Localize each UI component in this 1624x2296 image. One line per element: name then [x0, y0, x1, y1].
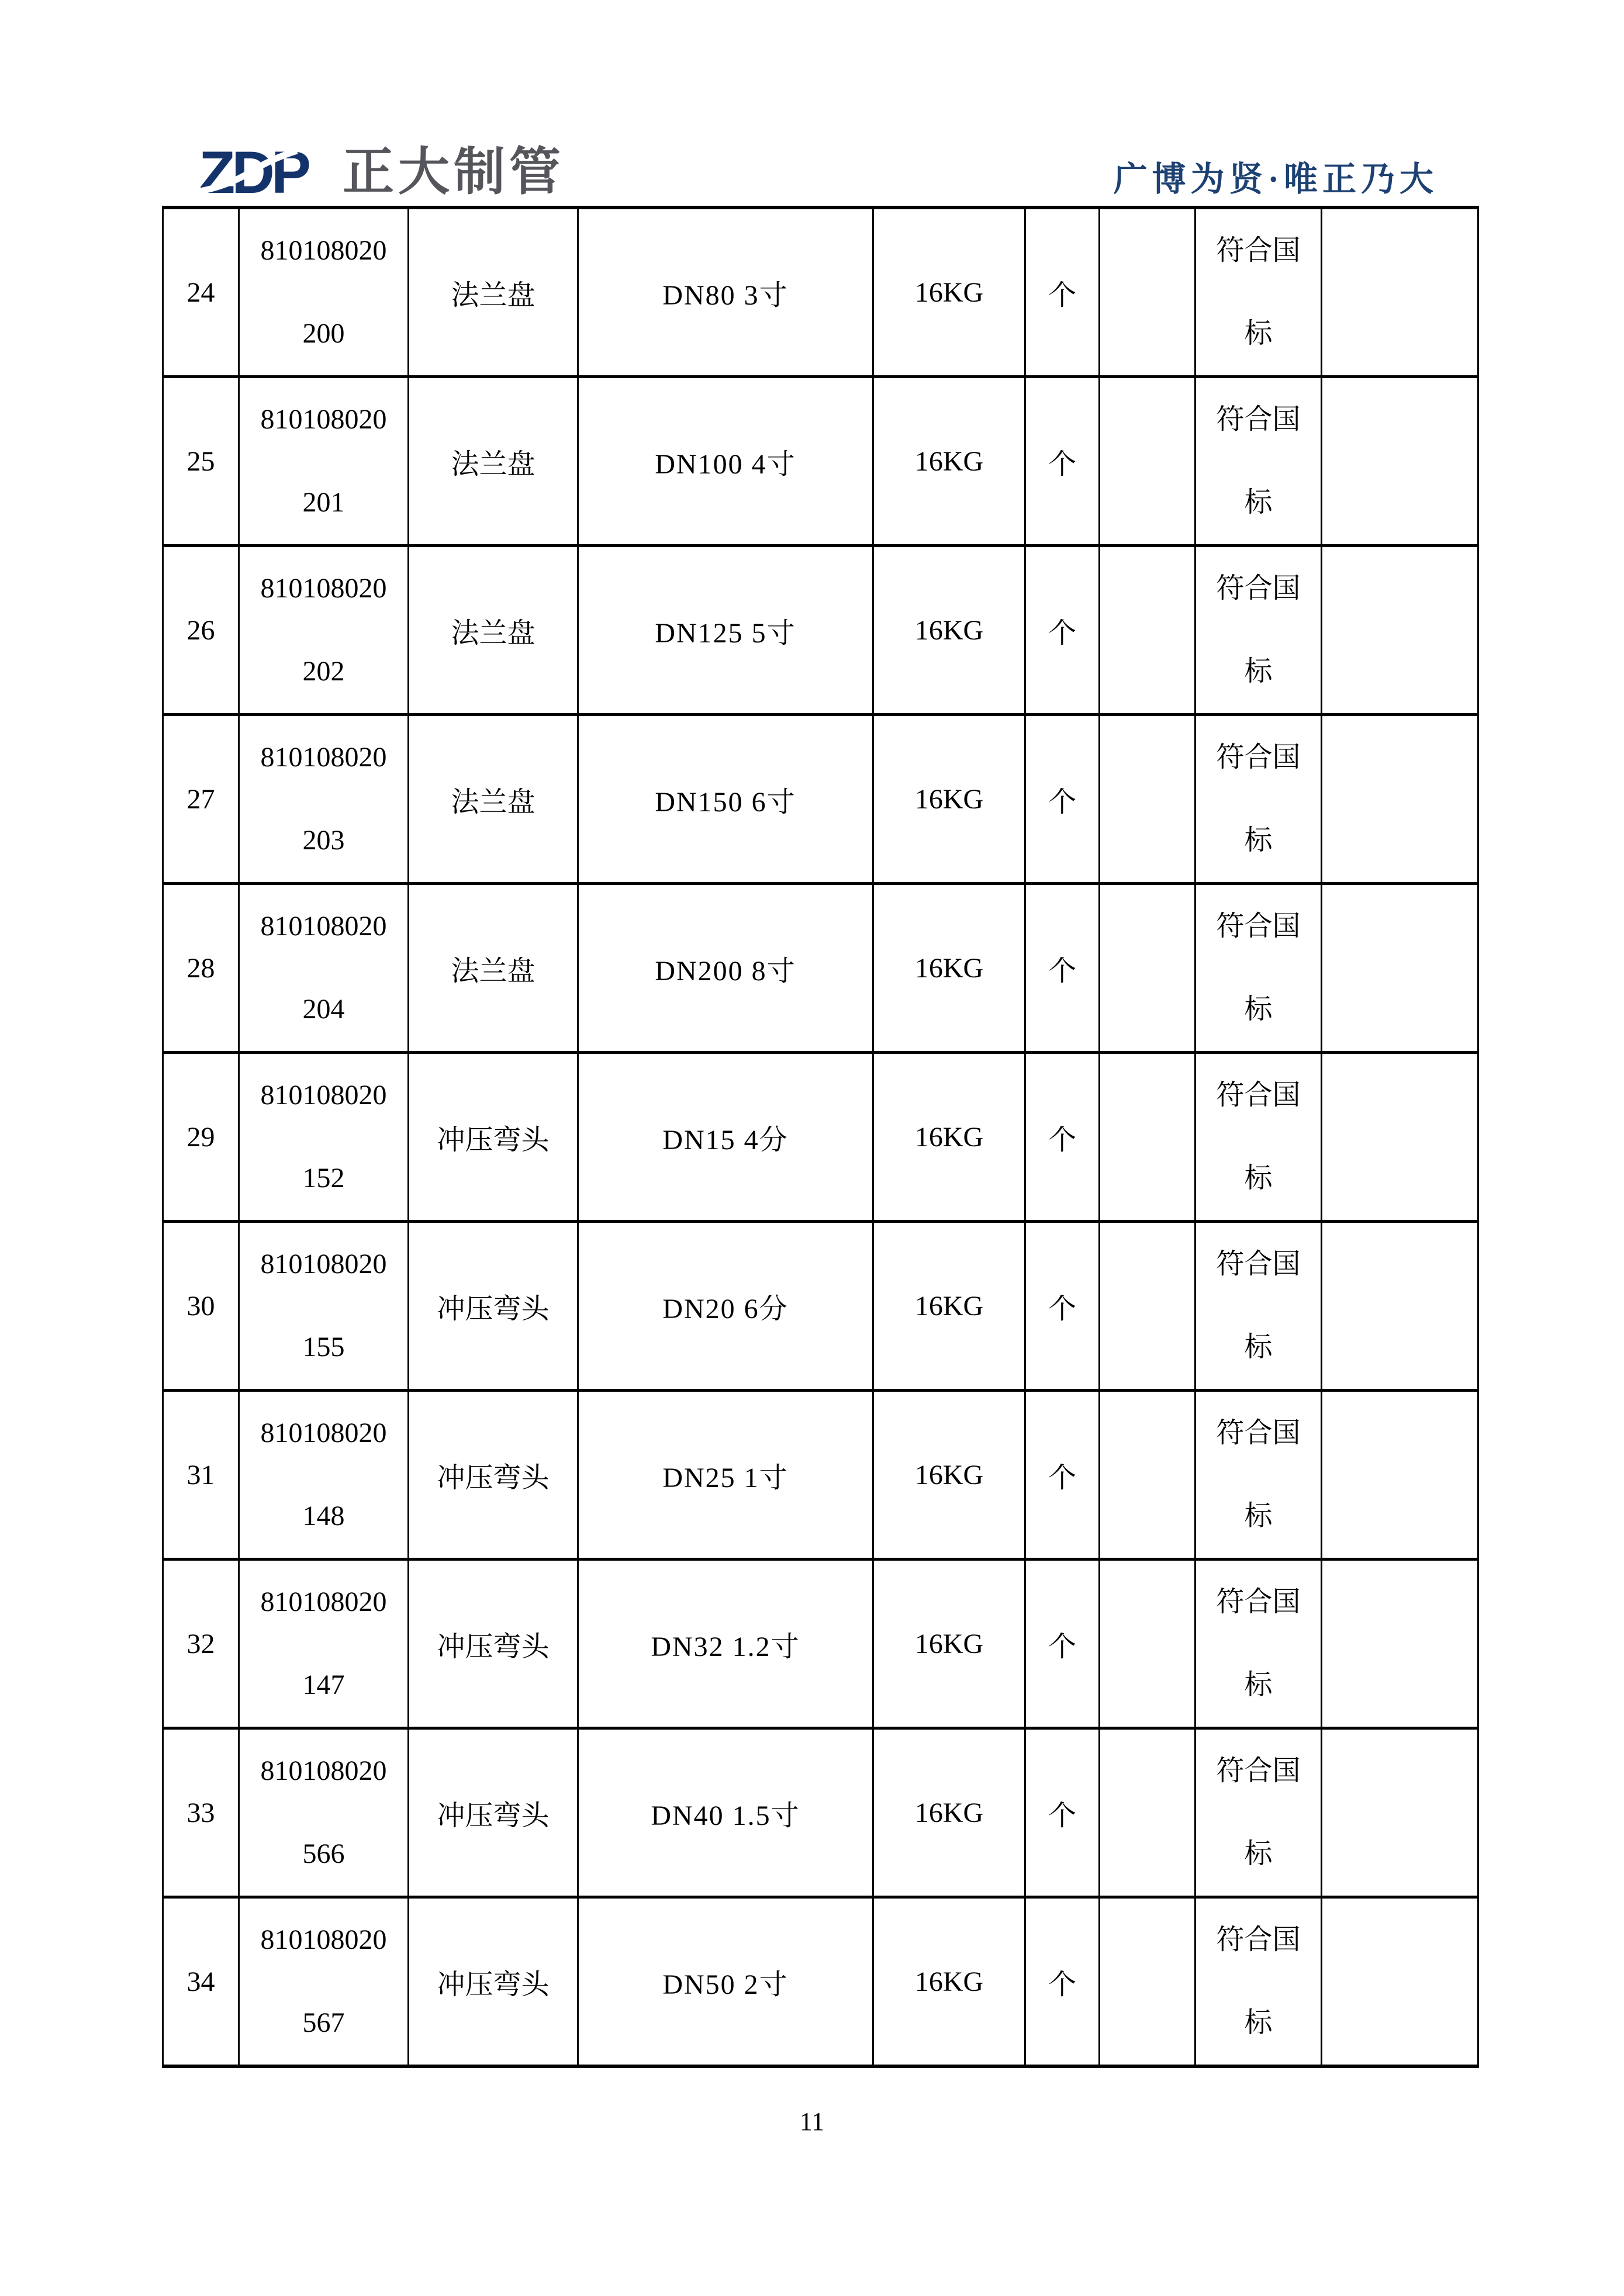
cell-pressure-rating: 16KG	[873, 546, 1025, 715]
table-row	[163, 546, 1478, 715]
cell-unit: 个	[1025, 208, 1100, 377]
cell-pressure-rating: 16KG	[873, 715, 1025, 884]
table-row	[163, 377, 1478, 546]
table-row	[163, 1728, 1478, 1897]
table-row	[163, 715, 1478, 884]
material-code-line-2: 147	[302, 1669, 345, 1700]
material-code-line-2: 566	[302, 1838, 345, 1869]
cell-blank-remark	[1322, 377, 1478, 546]
cell-pressure-rating: 16KG	[873, 1222, 1025, 1391]
cell-unit: 个	[1025, 546, 1100, 715]
cell-pressure-rating: 16KG	[873, 1560, 1025, 1728]
table-row	[163, 208, 1478, 377]
cell-blank-remark	[1322, 715, 1478, 884]
material-code-line-1: 810108020	[260, 404, 387, 435]
cell-unit: 个	[1025, 1728, 1100, 1897]
standard-line-1: 符合国	[1216, 911, 1301, 942]
logo-company-text: 正大制管	[343, 143, 565, 200]
standard-line-2: 标	[1244, 1332, 1273, 1363]
cell-blank-quantity	[1100, 546, 1195, 715]
standard-line-2: 标	[1244, 318, 1273, 349]
cell-blank-remark	[1322, 208, 1478, 377]
cell-pressure-rating: 16KG	[873, 1391, 1025, 1560]
cell-specification: DN50 2寸	[578, 1897, 873, 2067]
cell-standard	[1195, 377, 1322, 546]
standard-line-1: 符合国	[1216, 742, 1301, 773]
cell-standard	[1195, 1728, 1322, 1897]
standard-line-2: 标	[1244, 1838, 1273, 1869]
cell-blank-quantity	[1100, 884, 1195, 1053]
cell-material-code	[239, 1897, 409, 2067]
cell-pressure-rating: 16KG	[873, 208, 1025, 377]
standard-line-2: 标	[1244, 1163, 1273, 1194]
table-row	[163, 1897, 1478, 2067]
standard-line-1: 符合国	[1216, 1417, 1301, 1448]
cell-unit: 个	[1025, 377, 1100, 546]
standard-line-2: 标	[1244, 656, 1273, 687]
cell-blank-quantity	[1100, 208, 1195, 377]
cell-blank-quantity	[1100, 715, 1195, 884]
cell-standard	[1195, 1897, 1322, 2067]
cell-product-name: 冲压弯头	[409, 1728, 578, 1897]
cell-pressure-rating: 16KG	[873, 1897, 1025, 2067]
standard-line-2: 标	[1244, 1500, 1273, 1531]
zdp-logo-icon	[199, 143, 331, 201]
cell-row-number: 32	[163, 1560, 239, 1728]
standard-line-1: 符合国	[1216, 235, 1301, 266]
cell-material-code	[239, 1728, 409, 1897]
cell-blank-quantity	[1100, 1560, 1195, 1728]
cell-product-name: 法兰盘	[409, 546, 578, 715]
company-logo	[199, 143, 565, 201]
standard-line-1: 符合国	[1216, 1586, 1301, 1617]
material-code-line-1: 810108020	[260, 911, 387, 942]
cell-standard	[1195, 715, 1322, 884]
cell-row-number: 34	[163, 1897, 239, 2067]
standard-line-1: 符合国	[1216, 573, 1301, 604]
cell-specification: DN80 3寸	[578, 208, 873, 377]
cell-standard	[1195, 1560, 1322, 1728]
cell-specification: DN100 4寸	[578, 377, 873, 546]
logo-zdp-text: ZDP	[199, 143, 307, 201]
cell-unit: 个	[1025, 884, 1100, 1053]
cell-standard	[1195, 1053, 1322, 1222]
header-slogan: 广博为贤·唯正乃大	[1113, 160, 1438, 198]
cell-material-code	[239, 715, 409, 884]
standard-line-1: 符合国	[1216, 1924, 1301, 1955]
table-row	[163, 1560, 1478, 1728]
cell-material-code	[239, 377, 409, 546]
material-code-line-1: 810108020	[260, 742, 387, 773]
cell-product-name: 冲压弯头	[409, 1391, 578, 1560]
cell-blank-remark	[1322, 884, 1478, 1053]
cell-material-code	[239, 1222, 409, 1391]
material-code-line-1: 810108020	[260, 235, 387, 266]
material-code-line-2: 203	[302, 825, 345, 856]
products-table	[162, 206, 1479, 2068]
cell-product-name: 冲压弯头	[409, 1560, 578, 1728]
cell-unit: 个	[1025, 1053, 1100, 1222]
cell-standard	[1195, 1391, 1322, 1560]
cell-blank-remark	[1322, 1391, 1478, 1560]
standard-line-2: 标	[1244, 994, 1273, 1025]
cell-blank-quantity	[1100, 377, 1195, 546]
table-row	[163, 1391, 1478, 1560]
cell-blank-remark	[1322, 1897, 1478, 2067]
cell-row-number: 28	[163, 884, 239, 1053]
standard-line-1: 符合国	[1216, 1755, 1301, 1786]
standard-line-2: 标	[1244, 487, 1273, 518]
cell-product-name: 法兰盘	[409, 377, 578, 546]
cell-standard	[1195, 546, 1322, 715]
cell-product-name: 冲压弯头	[409, 1897, 578, 2067]
cell-product-name: 法兰盘	[409, 208, 578, 377]
material-code-line-1: 810108020	[260, 1249, 387, 1280]
cell-blank-quantity	[1100, 1222, 1195, 1391]
cell-blank-quantity	[1100, 1391, 1195, 1560]
cell-blank-remark	[1322, 1728, 1478, 1897]
cell-material-code	[239, 546, 409, 715]
cell-specification: DN15 4分	[578, 1053, 873, 1222]
standard-line-2: 标	[1244, 1669, 1273, 1700]
material-code-line-2: 148	[302, 1500, 345, 1531]
cell-specification: DN40 1.5寸	[578, 1728, 873, 1897]
cell-specification: DN125 5寸	[578, 546, 873, 715]
cell-pressure-rating: 16KG	[873, 377, 1025, 546]
cell-specification: DN32 1.2寸	[578, 1560, 873, 1728]
cell-specification: DN25 1寸	[578, 1391, 873, 1560]
material-code-line-2: 202	[302, 656, 345, 687]
cell-standard	[1195, 208, 1322, 377]
cell-row-number: 25	[163, 377, 239, 546]
material-code-line-1: 810108020	[260, 1924, 387, 1955]
cell-specification: DN150 6寸	[578, 715, 873, 884]
cell-unit: 个	[1025, 1897, 1100, 2067]
cell-row-number: 29	[163, 1053, 239, 1222]
cell-row-number: 26	[163, 546, 239, 715]
standard-line-2: 标	[1244, 825, 1273, 856]
material-code-line-1: 810108020	[260, 1755, 387, 1786]
cell-material-code	[239, 884, 409, 1053]
material-code-line-1: 810108020	[260, 1080, 387, 1111]
cell-product-name: 冲压弯头	[409, 1053, 578, 1222]
cell-unit: 个	[1025, 1391, 1100, 1560]
material-code-line-2: 155	[302, 1332, 345, 1363]
standard-line-1: 符合国	[1216, 404, 1301, 435]
cell-standard	[1195, 1222, 1322, 1391]
table-row	[163, 1222, 1478, 1391]
cell-material-code	[239, 208, 409, 377]
table-row	[163, 1053, 1478, 1222]
material-code-line-1: 810108020	[260, 573, 387, 604]
cell-blank-quantity	[1100, 1897, 1195, 2067]
material-code-line-1: 810108020	[260, 1417, 387, 1448]
cell-unit: 个	[1025, 1560, 1100, 1728]
cell-blank-remark	[1322, 1053, 1478, 1222]
cell-specification: DN200 8寸	[578, 884, 873, 1053]
material-code-line-2: 567	[302, 2007, 345, 2038]
material-code-line-2: 200	[302, 318, 345, 349]
cell-standard	[1195, 884, 1322, 1053]
cell-product-name: 法兰盘	[409, 884, 578, 1053]
cell-product-name: 冲压弯头	[409, 1222, 578, 1391]
material-code-line-1: 810108020	[260, 1586, 387, 1617]
cell-material-code	[239, 1053, 409, 1222]
standard-line-1: 符合国	[1216, 1249, 1301, 1280]
table-row	[163, 884, 1478, 1053]
cell-unit: 个	[1025, 1222, 1100, 1391]
cell-row-number: 27	[163, 715, 239, 884]
cell-blank-remark	[1322, 1222, 1478, 1391]
cell-blank-remark	[1322, 546, 1478, 715]
material-code-line-2: 204	[302, 994, 345, 1025]
cell-row-number: 24	[163, 208, 239, 377]
cell-blank-remark	[1322, 1560, 1478, 1728]
material-code-line-2: 152	[302, 1163, 345, 1194]
page-number: 11	[799, 2107, 825, 2136]
products-table-body	[163, 208, 1478, 2066]
cell-material-code	[239, 1560, 409, 1728]
cell-blank-quantity	[1100, 1053, 1195, 1222]
cell-row-number: 31	[163, 1391, 239, 1560]
standard-line-2: 标	[1244, 2007, 1273, 2038]
cell-pressure-rating: 16KG	[873, 884, 1025, 1053]
cell-row-number: 30	[163, 1222, 239, 1391]
cell-specification: DN20 6分	[578, 1222, 873, 1391]
cell-material-code	[239, 1391, 409, 1560]
cell-pressure-rating: 16KG	[873, 1053, 1025, 1222]
material-code-line-2: 201	[302, 487, 345, 518]
standard-line-1: 符合国	[1216, 1080, 1301, 1111]
cell-product-name: 法兰盘	[409, 715, 578, 884]
cell-pressure-rating: 16KG	[873, 1728, 1025, 1897]
cell-blank-quantity	[1100, 1728, 1195, 1897]
cell-row-number: 33	[163, 1728, 239, 1897]
cell-unit: 个	[1025, 715, 1100, 884]
